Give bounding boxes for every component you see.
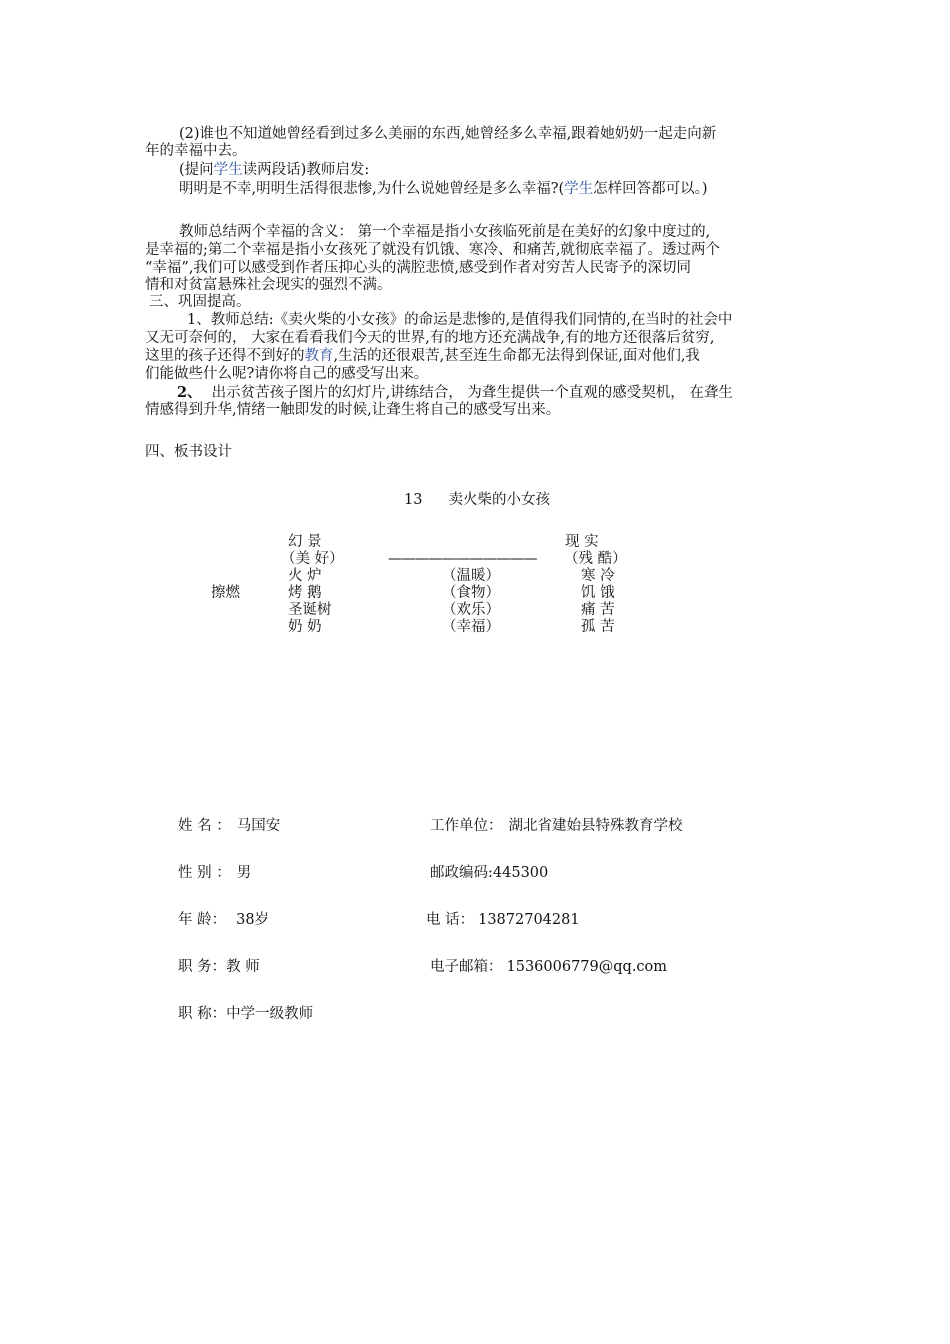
name-label: 姓 名 ：: [178, 818, 231, 834]
prompt-suffix: 读两段话)教师启发:: [242, 162, 370, 178]
age-label: 年 龄：: [178, 912, 227, 928]
phone-value: 13872704281: [478, 912, 580, 928]
paragraph-2-line-2: 年的幸福中去。: [145, 143, 247, 159]
board-title-text: 卖火柴的小女孩: [448, 492, 550, 508]
student-link[interactable]: 学生: [564, 181, 594, 197]
summary-line-4: 情和对贫富悬殊社会现实的强烈不满。: [145, 277, 392, 293]
item-text: 出示贫苦孩子图片的幻灯片,讲练结合， 为聋生提供一个直观的感受契机， 在聋生: [211, 385, 733, 401]
fantasy-item: 烤 鹅: [288, 585, 322, 601]
gender-value: 男: [236, 865, 252, 881]
line-prefix: 这里的孩子还得不到好的: [145, 348, 305, 364]
fantasy-item: 圣诞树: [288, 602, 332, 618]
duty-label: 职 务：: [178, 959, 227, 975]
age-row: [178, 912, 269, 929]
summary-line-2: 是幸福的;第二个幸福是指小女孩死了就没有饥饿、寒冷、和痛苦,就彻底幸福了。透过两个: [145, 242, 720, 258]
unit-value: 湖北省建始县特殊教育学校: [508, 818, 683, 834]
gender-label: 性 别 ：: [178, 865, 231, 881]
reality-item: 寒 冷: [581, 568, 615, 584]
email-label: 电子邮箱：: [430, 959, 503, 975]
section-3-p1-line-1: 1、教师总结:《卖火柴的小女孩》的命运是悲惨的,是值得我们同情的,在当时的社会中: [187, 312, 733, 328]
feeling-item: （温暖）: [442, 568, 500, 584]
feeling-item: （食物）: [442, 585, 500, 601]
section-3-p2-line-1: [177, 384, 733, 402]
title-value: 中学一级教师: [226, 1006, 314, 1022]
unit-label: 工作单位：: [430, 818, 503, 834]
section-3-p1-line-3: [145, 348, 700, 365]
reality-item: 孤 苦: [581, 619, 615, 635]
postcode-label: 邮政编码:: [430, 865, 493, 881]
reality-item: 饥 饿: [581, 585, 615, 601]
question-prefix: 明明是不幸,明明生活得很悲惨,为什么说她曾经是多么幸福?(: [179, 181, 565, 197]
age-value: 38岁: [236, 912, 270, 928]
fantasy-item: 奶 奶: [288, 619, 322, 635]
duty-row: [178, 959, 260, 976]
student-link[interactable]: 学生: [213, 162, 243, 178]
postcode-row: [430, 865, 548, 882]
title-label: 职 称：: [178, 1006, 227, 1022]
email-row: [430, 959, 667, 976]
fantasy-heading: 幻 景: [288, 534, 322, 550]
fantasy-item: 火 炉: [288, 568, 322, 584]
question-line: [179, 181, 708, 198]
feeling-item: （幸福）: [442, 619, 500, 635]
name-row: [178, 818, 280, 835]
summary-line-1: 教师总结两个幸福的含义： 第一个幸福是指小女孩临死前是在美好的幻象中度过的,: [179, 224, 711, 240]
education-link[interactable]: 教育: [304, 348, 334, 364]
line-suffix: ,生活的还很艰苦,甚至连生命都无法得到保证,面对他们,我: [333, 348, 700, 364]
item-number: 2、: [177, 384, 202, 401]
section-3-heading: 三、巩固提高。: [149, 294, 251, 310]
phone-label: 电 话：: [426, 912, 475, 928]
summary-line-3: “幸福”,我们可以感受到作者压抑心头的满腔悲愤,感受到作者对穷苦人民寄予的深切同: [145, 260, 692, 276]
unit-row: [430, 818, 683, 835]
reality-heading: 现 实: [565, 534, 599, 550]
fantasy-subheading: （美 好）: [281, 551, 344, 567]
prompt-line: [179, 162, 369, 179]
reality-subheading: （残 酷）: [564, 551, 627, 567]
section-3-p1-line-4: 们能做些什么呢?请你将自己的感受写出来。: [145, 366, 429, 382]
question-suffix: 怎样回答都可以。): [593, 181, 708, 197]
board-title-number: 13: [404, 492, 423, 508]
section-3-p1-line-2: 又无可奈何的， 大家在看看我们今天的世界,有的地方还充满战争,有的地方还很落后贫穷,: [145, 330, 715, 346]
title-row: [178, 1006, 313, 1023]
name-value: 马国安: [236, 818, 281, 834]
strike-label: 擦燃: [211, 585, 240, 601]
postcode-value: 445300: [492, 865, 549, 881]
feeling-item: （欢乐）: [442, 602, 500, 618]
section-3-p2-line-2: 情感得到升华,情绪一触即发的时候,让聋生将自己的感受写出来。: [145, 402, 561, 418]
prompt-prefix: (提问: [179, 162, 214, 178]
email-value[interactable]: 1536006779@qq.com: [506, 959, 668, 975]
dash-connector: ———————————: [388, 551, 537, 567]
duty-value: 教 师: [226, 959, 260, 975]
paragraph-2-line-1: (2)谁也不知道她曾经看到过多么美丽的东西,她曾经多么幸福,跟着她奶奶一起走向新: [179, 126, 717, 142]
board-title: [404, 492, 550, 509]
gender-row: [178, 865, 251, 882]
section-4-heading: 四、板书设计: [145, 444, 232, 460]
reality-item: 痛 苦: [581, 602, 615, 618]
phone-row: [426, 912, 580, 929]
